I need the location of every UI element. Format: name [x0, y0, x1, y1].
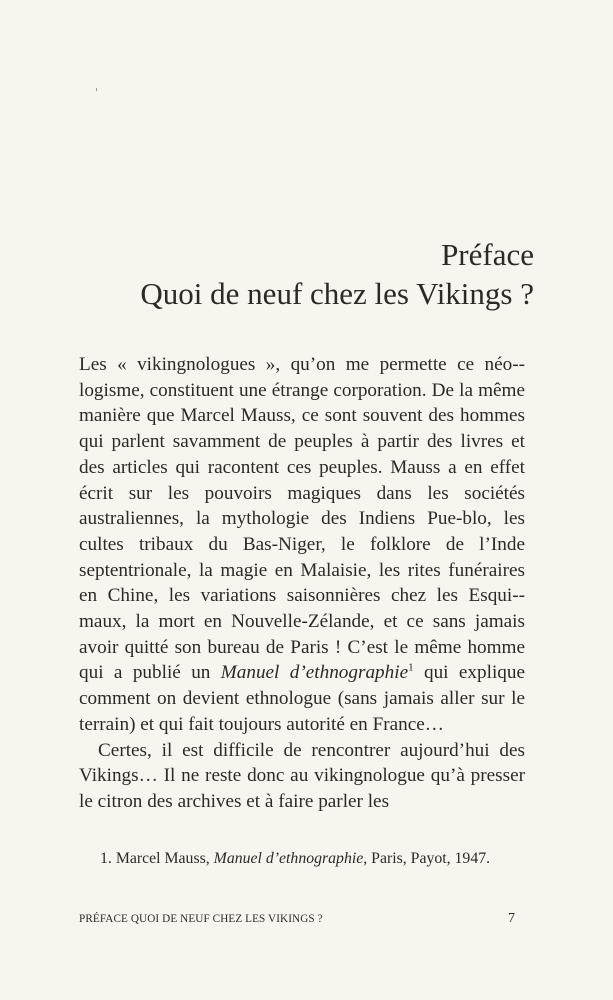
- footnote-rest: , Paris, Payot, 1947.: [363, 850, 491, 867]
- paper-speck: [96, 88, 97, 91]
- paragraph-1-text-a: Les « vikingnologues », qu’on me permette ce néo-logisme, constituent une étrange corporation. De la même manière que Marcel Mauss, ce sont souvent des hommes qui parlent savamment de peuples à partir des livres et des articles qui racontent ces peuples. Mauss a en effet écrit sur les pouvoirs magiques dans les sociétés australiennes, la mythologie des Indiens Pue-blo, les cultes tribaux du Bas-Niger, le folklore de l’Inde septentrionale, la magie en Malaisie, les rites funéraires en Chine, les variations saisonnières chez les Esqui-maux, la mort en Nouvelle-Zélande, et ce sans jamais avoir quitté son bureau de Paris ! C’est le même homme qui a publié un: [79, 354, 525, 684]
- paragraph-2: Certes, il est difficile de rencontrer aujourd’hui des Vikings… Il ne reste donc au vikingnologue qu’à presser le citron des archives et à faire parler les: [79, 739, 525, 812]
- chapter-subtitle: Quoi de neuf chez les Vikings ?: [140, 276, 534, 311]
- footnote-title: Manuel d’ethnographie: [213, 850, 364, 867]
- page-number: 7: [508, 911, 515, 926]
- chapter-title: Préface: [441, 237, 534, 272]
- paragraph-1-text-b: qui explique comment on devient ethnologue (sans jamais aller sur le terrain) et qui fait toujours autorité en France…: [79, 662, 525, 735]
- body-text: [79, 352, 525, 815]
- footnote: [100, 849, 520, 869]
- running-head: PRÉFACE QUOI DE NEUF CHEZ LES VIKINGS ?: [79, 913, 323, 925]
- chapter-heading: [140, 236, 534, 314]
- paragraph-1: [79, 352, 525, 738]
- footnote-reference[interactable]: 1: [408, 662, 414, 675]
- footnote-author: Marcel Mauss,: [115, 850, 210, 867]
- footnote-number: 1.: [100, 850, 112, 867]
- book-title-italic: Manuel d’ethnographie: [220, 662, 409, 684]
